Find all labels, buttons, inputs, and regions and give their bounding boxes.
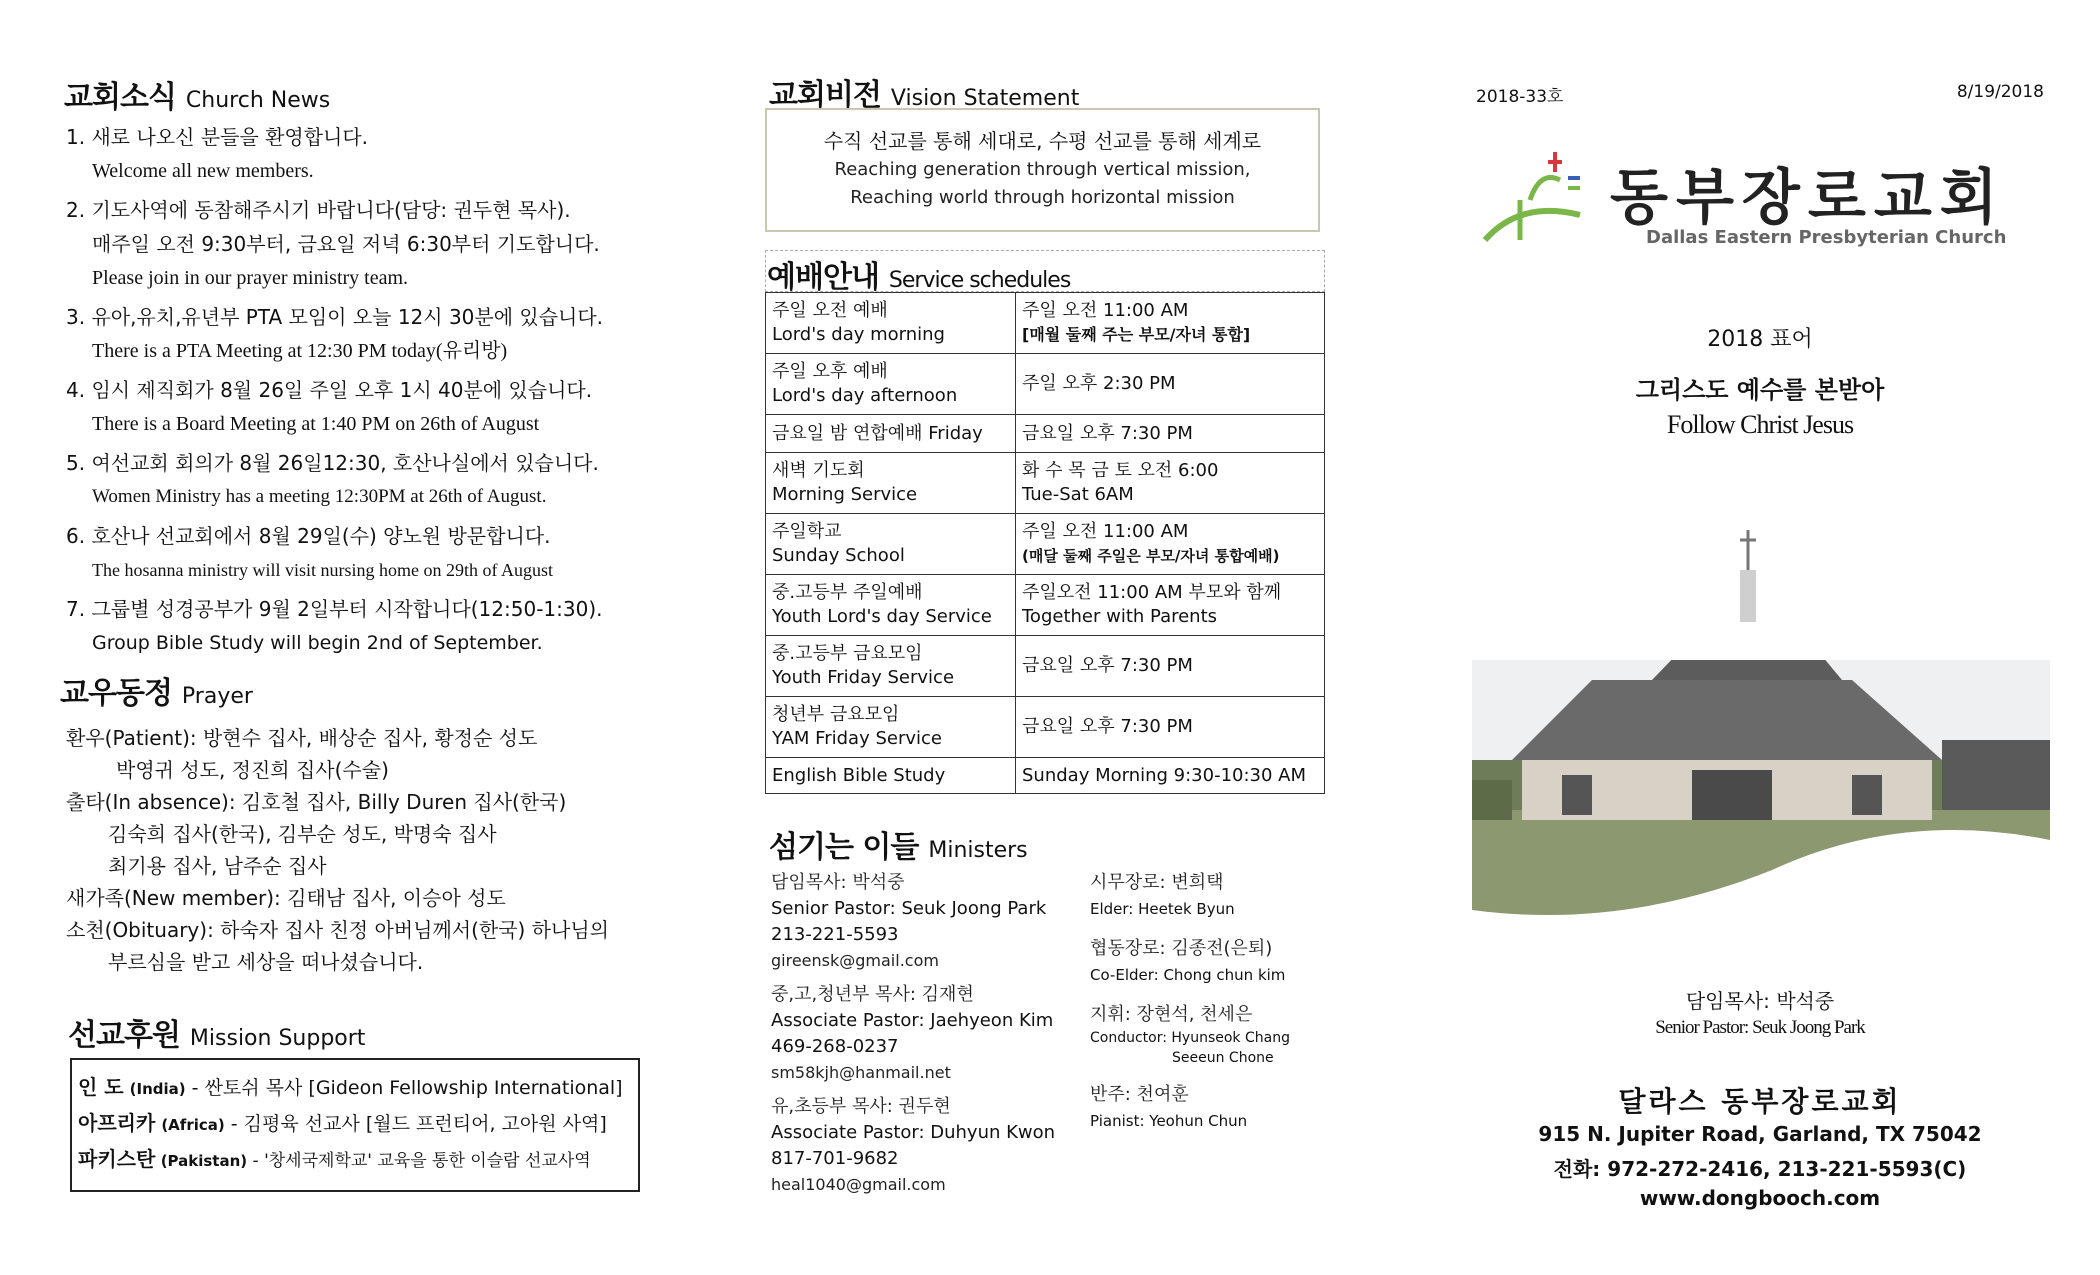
service-time: [1016, 453, 1325, 514]
news-item-en: Group Bible Study will begin 2nd of September.: [92, 632, 543, 654]
news-item-ko: 5. 여선교회 회의가 8월 26일12:30, 호산나실에서 있습니다.: [66, 451, 599, 475]
service-name-en: YAM Friday Service: [772, 728, 942, 749]
mission-item: [78, 1142, 632, 1178]
service-time-main: 주일오전 11:00 AM 부모와 함께: [1022, 582, 1282, 603]
news-item-en: Please join in our prayer ministry team.: [92, 267, 409, 289]
service-time-main: 주일 오전 11:00 AM: [1022, 521, 1189, 542]
mission-country: 아프리카: [78, 1111, 156, 1135]
church-logo: [1480, 140, 2020, 260]
minister-entry: [771, 870, 1071, 974]
table-row: [766, 354, 1325, 415]
minister-name-en: Conductor: Hyunseok Chang: [1090, 1030, 1290, 1046]
mission-title-ko: 선교후원: [68, 1018, 180, 1053]
minister-name-en: Associate Pastor: Duhyun Kwon: [771, 1122, 1056, 1143]
table-row: [766, 575, 1325, 636]
mission-title: [68, 1010, 365, 1054]
service-name-en: Youth Lord's day Service: [772, 606, 992, 627]
senior-pastor-ko: 담임목사: 박석중: [1685, 989, 1835, 1013]
service-name: [766, 697, 1016, 758]
church-name: 달라스 동부장로교회: [1618, 1085, 1902, 1118]
news-item: [66, 519, 666, 587]
minister-role: 협동장로: 김종전(은퇴): [1090, 938, 1273, 959]
motto-ko: 그리스도 예수를 본받아: [1635, 376, 1885, 404]
news-item: [66, 120, 666, 188]
prayer-line: 부르심을 받고 세상을 떠나셨습니다.: [108, 950, 424, 974]
service-time-note: (매달 둘째 주일은 부모/자녀 통합예배): [1022, 547, 1280, 565]
senior-pastor-en: Senior Pastor: Seuk Joong Park: [1655, 1017, 1865, 1038]
church-logo-mark: [1480, 140, 1620, 250]
minister-role: 지휘: 장현석, 천세은: [1090, 1004, 1253, 1025]
mission-item: [78, 1070, 632, 1106]
table-row: [766, 636, 1325, 697]
vision-title-ko: 교회비전: [769, 78, 881, 113]
prayer-line: 환우(Patient): 방현수 집사, 배상순 집사, 황정순 성도: [66, 726, 538, 750]
service-time: [1016, 514, 1325, 575]
news-item-ko: 1. 새로 나오신 분들을 환영합니다.: [66, 125, 369, 149]
vision-title-en: Vision Statement: [890, 86, 1080, 111]
service-name: [766, 575, 1016, 636]
service-time-note: [매월 둘째 주는 부모/자녀 통합]: [1022, 325, 1251, 344]
news-item-ko: 2. 기도사역에 동참해주시기 바랍니다(담당: 권두현 목사).: [66, 198, 571, 222]
service-name: [766, 514, 1016, 575]
minister-name-en: Elder: Heetek Byun: [1090, 900, 1235, 918]
service-title-ko: 예배안내: [767, 260, 879, 295]
mission-country-en: (Africa): [161, 1116, 225, 1134]
service-name-ko: 주일 오전 예배: [772, 300, 888, 321]
service-name-ko: 주일학교: [772, 521, 842, 542]
vision-box: [765, 108, 1320, 232]
mission-support-box: [70, 1058, 640, 1192]
news-item-en: There is a Board Meeting at 1:40 PM on 26th of August: [92, 413, 540, 435]
mission-country: 인 도: [78, 1075, 124, 1099]
service-time: [1016, 293, 1325, 354]
service-time: [1016, 354, 1325, 415]
news-item: [66, 300, 666, 368]
church-phone: 전화: 972-272-2416, 213-221-5593(C): [1553, 1157, 1967, 1181]
minister-role: 중,고,청년부 목사: 김재현: [771, 984, 974, 1005]
service-name-en: Youth Friday Service: [772, 667, 955, 688]
church-news-list: [66, 120, 666, 665]
motto-en: Follow Christ Jesus: [1666, 410, 1854, 439]
minister-role: 담임목사: 박석중: [771, 872, 905, 893]
service-time-note: Together with Parents: [1022, 606, 1218, 627]
service-time-note: Tue-Sat 6AM: [1022, 484, 1134, 505]
church-address: 915 N. Jupiter Road, Garland, TX 75042: [1538, 1122, 1982, 1146]
vision-en-1: Reaching generation through vertical mission,: [834, 159, 1251, 180]
service-time: [1016, 636, 1325, 697]
ministers-title: [769, 822, 1028, 866]
minister-entry: [1090, 870, 1330, 922]
service-name-en: Sunday School: [772, 545, 905, 566]
church-website[interactable]: www.dongbooch.com: [1639, 1186, 1881, 1210]
mission-item: [78, 1106, 632, 1142]
service-name: [766, 354, 1016, 415]
table-row: [766, 415, 1325, 453]
issue-date: 8/19/2018: [1956, 82, 2044, 102]
minister-name-en: Co-Elder: Chong chun kim: [1090, 966, 1286, 984]
minister-name-en: Associate Pastor: Jaehyeon Kim: [771, 1010, 1054, 1031]
mission-detail: - 김평육 선교사 [월드 프런티어, 고아원 사역]: [224, 1113, 607, 1135]
news-item: [66, 373, 666, 441]
minister-email: heal1040@gmail.com: [771, 1175, 946, 1194]
news-item: [66, 446, 666, 514]
church-news-title: [64, 72, 330, 116]
service-title: [767, 252, 1070, 296]
ministers-title-en: Ministers: [928, 838, 1028, 863]
mission-title-en: Mission Support: [189, 1026, 366, 1051]
service-schedule-table: [765, 292, 1325, 794]
prayer-line: 최기용 집사, 남주순 집사: [108, 854, 327, 878]
minister-entry: [771, 1094, 1071, 1198]
news-item: [66, 193, 666, 295]
mission-detail: - '창세국제학교' 교육을 통한 이슬람 선교사역: [247, 1151, 591, 1171]
news-item-ko: 7. 그룹별 성경공부가 9월 2일부터 시작합니다(12:50-1:30).: [66, 597, 603, 621]
service-name: [766, 636, 1016, 697]
prayer-title-en: Prayer: [181, 684, 253, 709]
service-name: [766, 453, 1016, 514]
service-name-ko: 주일 오후 예배: [772, 361, 888, 382]
cover-column: [1460, 0, 2060, 1275]
service-name-ko: 중.고등부 주일예배: [772, 582, 923, 603]
service-time-main: 금요일 오후 7:30 PM: [1022, 655, 1193, 676]
table-row: [766, 697, 1325, 758]
vision-ko: 수직 선교를 통해 세대로, 수평 선교를 통해 세계로: [823, 129, 1262, 153]
news-item-en: Women Ministry has a meeting 12:30PM at 26th of August.: [92, 486, 547, 507]
church-building-photo: [1472, 530, 2050, 920]
news-item-en: Welcome all new members.: [92, 160, 314, 182]
minister-name-en-2: Seeeun Chone: [1172, 1050, 1274, 1066]
church-logo-ko: 동부장로교회: [1610, 163, 2006, 233]
news-item: [66, 592, 666, 660]
prayer-line: 출타(In absence): 김호철 집사, Billy Duren 집사(한국): [66, 790, 567, 814]
left-column: [60, 0, 660, 1275]
news-item-en: The hosanna ministry will visit nursing home on 29th of August: [92, 560, 553, 580]
service-time: [1016, 415, 1325, 453]
service-time: [1016, 697, 1325, 758]
service-name: [766, 758, 1016, 794]
prayer-line: 김숙희 집사(한국), 김부순 성도, 박명숙 집사: [108, 822, 497, 846]
minister-phone: 469-268-0237: [771, 1036, 899, 1057]
mission-country-en: (India): [129, 1080, 186, 1098]
minister-phone: 817-701-9682: [771, 1148, 899, 1169]
service-time-main: 주일 오후 2:30 PM: [1022, 373, 1176, 394]
church-logo-en: Dallas Eastern Presbyterian Church: [1646, 227, 2007, 248]
news-item-ko: 6. 호산나 선교회에서 8월 29일(수) 양노원 방문합니다.: [66, 524, 551, 548]
church-news-title-ko: 교회소식: [64, 80, 176, 115]
table-row: [766, 514, 1325, 575]
service-time-main: 화 수 목 금 토 오전 6:00: [1022, 460, 1219, 481]
mission-detail: - 싼토쉬 목사 [Gideon Fellowship International]: [185, 1077, 623, 1099]
prayer-line: 소천(Obituary): 하숙자 집사 친정 아버님께서(한국) 하나님의: [66, 918, 609, 942]
minister-entry: [1090, 1082, 1330, 1134]
prayer-line: 박영귀 성도, 정진희 집사(수술): [116, 758, 389, 782]
service-time-main: 주일 오전 11:00 AM: [1022, 300, 1189, 321]
minister-entry: [771, 982, 1071, 1086]
news-item-ko: 3. 유아,유치,유년부 PTA 모임이 오늘 12시 30분에 있습니다.: [66, 305, 604, 329]
minister-role: 반주: 천여훈: [1090, 1084, 1189, 1105]
minister-email: gireensk@gmail.com: [771, 951, 939, 970]
service-name-ko: 새벽 기도회: [772, 460, 865, 481]
prayer-list: [66, 722, 666, 978]
service-title-en: Service schedules: [888, 268, 1071, 293]
motto-year: 2018 표어: [1707, 327, 1813, 352]
mission-country: 파키스탄: [78, 1147, 156, 1171]
service-name-ko: English Bible Study: [772, 764, 946, 786]
minister-name-en: Senior Pastor: Seuk Joong Park: [771, 898, 1047, 919]
service-time-main: Sunday Morning 9:30-10:30 AM: [1022, 764, 1307, 786]
service-name-en: Lord's day morning: [772, 324, 945, 345]
minister-phone: 213-221-5593: [771, 924, 899, 945]
prayer-title-ko: 교우동정: [60, 676, 172, 711]
issue-number: 2018-33호: [1476, 87, 1564, 107]
minister-entry: [1090, 936, 1330, 988]
table-row: [766, 293, 1325, 354]
middle-column: [765, 0, 1330, 1275]
vision-en-2: Reaching world through horizontal mission: [850, 187, 1235, 208]
ministers-title-ko: 섬기는 이들: [769, 830, 919, 865]
table-row: [766, 758, 1325, 794]
ministers-right: [1090, 870, 1330, 1142]
news-item-ko: 4. 임시 제직회가 8월 26일 주일 오후 1시 40분에 있습니다.: [66, 378, 593, 402]
service-time: [1016, 575, 1325, 636]
ministers-left: [771, 870, 1071, 1206]
minister-email: sm58kjh@hanmail.net: [771, 1063, 951, 1082]
minister-role: 시무장로: 변희택: [1090, 872, 1224, 893]
service-name: [766, 293, 1016, 354]
service-name-en: Lord's day afternoon: [772, 385, 958, 406]
service-name-ko: 청년부 금요모임: [772, 704, 900, 725]
prayer-line: 새가족(New member): 김태남 집사, 이승아 성도: [66, 886, 506, 910]
service-name-en: Morning Service: [772, 484, 918, 505]
service-time: [1016, 758, 1325, 794]
prayer-title: [60, 668, 253, 712]
news-item-ko-2: 매주일 오전 9:30부터, 금요일 저녁 6:30부터 기도합니다.: [92, 232, 600, 256]
service-name: [766, 415, 1016, 453]
service-name-ko: 금요일 밤 연합예배 Friday: [772, 422, 983, 444]
minister-role: 유,초등부 목사: 권두현: [771, 1096, 951, 1117]
service-time-main: 금요일 오후 7:30 PM: [1022, 716, 1193, 737]
service-name-ko: 중.고등부 금요모임: [772, 643, 923, 664]
mission-country-en: (Pakistan): [160, 1152, 248, 1170]
service-time-main: 금요일 오후 7:30 PM: [1022, 422, 1193, 444]
table-row: [766, 453, 1325, 514]
minister-name-en: Pianist: Yeohun Chun: [1090, 1112, 1248, 1130]
minister-entry: [1090, 1002, 1330, 1068]
news-item-en: There is a PTA Meeting at 12:30 PM today(유리방): [92, 340, 508, 362]
church-news-title-en: Church News: [185, 88, 331, 113]
